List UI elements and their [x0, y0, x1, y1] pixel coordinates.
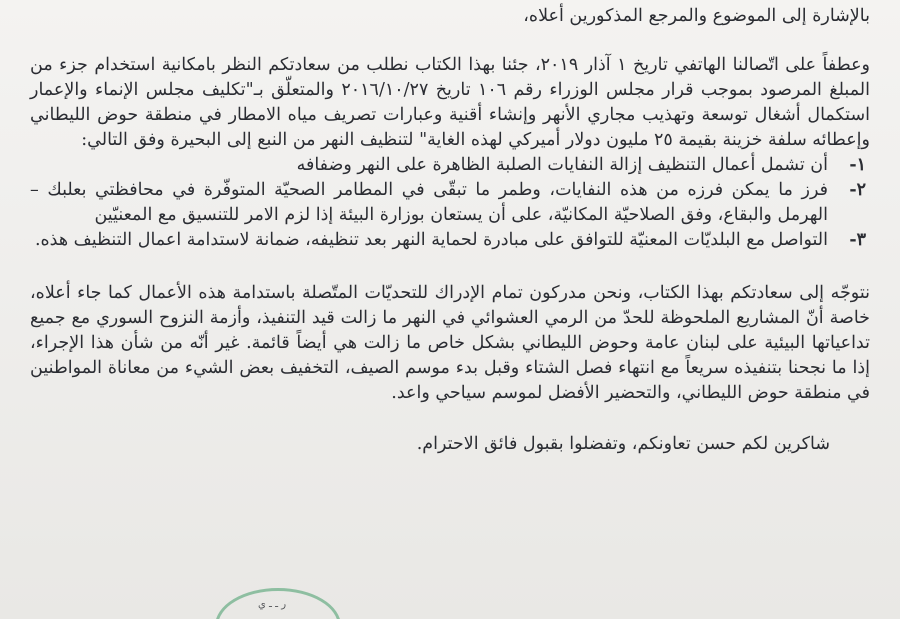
list-item [30, 153, 870, 178]
item-text: فرز ما يمكن فرزه من هذه النفايات، وطمر ما تبقّى في المطامر الصحيّة المتوفّرة في محافظتي بعلبك – الهرمل والبقاع، وفق الصلاحيّة المكانيّة، على أن يستعان بوزارة البيئة إذا لزم الامر للتنسيق مع المعنيّين [30, 180, 828, 225]
item-text: التواصل مع البلديّات المعنيّة للتوافق على مبادرة لحماية النهر بعد تنظيفه، ضمانة لاستدامة اعمال التنظيف هذه. [34, 230, 828, 250]
main-paragraph: وعطفاً على اتّصالنا الهاتفي تاريخ ١ آذار ٢٠١٩، جئنا بهذا الكتاب نطلب من سعادتكم النظر بامكانية استخدام جزء من المبلغ المرصود بموجب قرار مجلس الوزراء رقم ١٠٦ تاريخ ٢٠١٦/١٠/٢٧ والمتعلّق بـ"تكليف مجلس الإنماء والإعمار استكمال أشغال توسعة وتهذيب مجاري الأنهر وإنشاء أقنية وعبارات تصريف مياه الامطار في منطقة حوض الليطاني وإعطائه سلفة خزينة بقيمة ٢٥ مليون دولار أميركي لهذه الغاية" لتنظيف النهر من النبع إلى البحيرة وفق التالي: [30, 55, 871, 150]
closing-paragraph: نتوجّه إلى سعادتكم بهذا الكتاب، ونحن مدركون تمام الإدراك للتحديّات المتّصلة باستدامة هذه الأعمال كما جاء أعلاه، خاصة أنّ المشاريع الملحوظة للحدّ من الرمي العشوائي في النهر ما زالت قيد التنفيذ، وأزمة النزوح السوري مع جميع تداعياتها البيئية على لبنان عامة وحوض الليطاني بشكل خاص ما زالت هي أيضاً قائمة. غير أنّه من شأن هذا الإجراء، إذا ما نجحنا بتنفيذه سريعاً مع انتهاء فصل الشتاء وقبل بدء موسم الصيف، التخفيف بعض الشيء من معاناة المواطنين في منطقة حوض الليطاني، والتحضير الأفضل لموسم سياحي واعد. [30, 283, 870, 403]
stamp-fragment-text: ر ـ ـ ي [258, 599, 287, 610]
request-items-list [30, 153, 870, 253]
thanks-line: شاكرين لكم حسن تعاونكم، وتفضلوا بقبول فائق الاحترام. [416, 434, 830, 454]
item-number: ٢- [849, 180, 866, 200]
letter-body [30, 4, 870, 457]
item-number: ١- [849, 155, 866, 175]
list-item [30, 178, 870, 228]
item-number: ٣- [849, 230, 866, 250]
item-text: أن تشمل أعمال التنظيف إزالة النفايات الصلبة الظاهرة على النهر وضفافه [296, 155, 828, 175]
list-item [30, 228, 870, 253]
intro-paragraph: بالإشارة إلى الموضوع والمرجع المذكورين أعلاه، [523, 6, 870, 26]
